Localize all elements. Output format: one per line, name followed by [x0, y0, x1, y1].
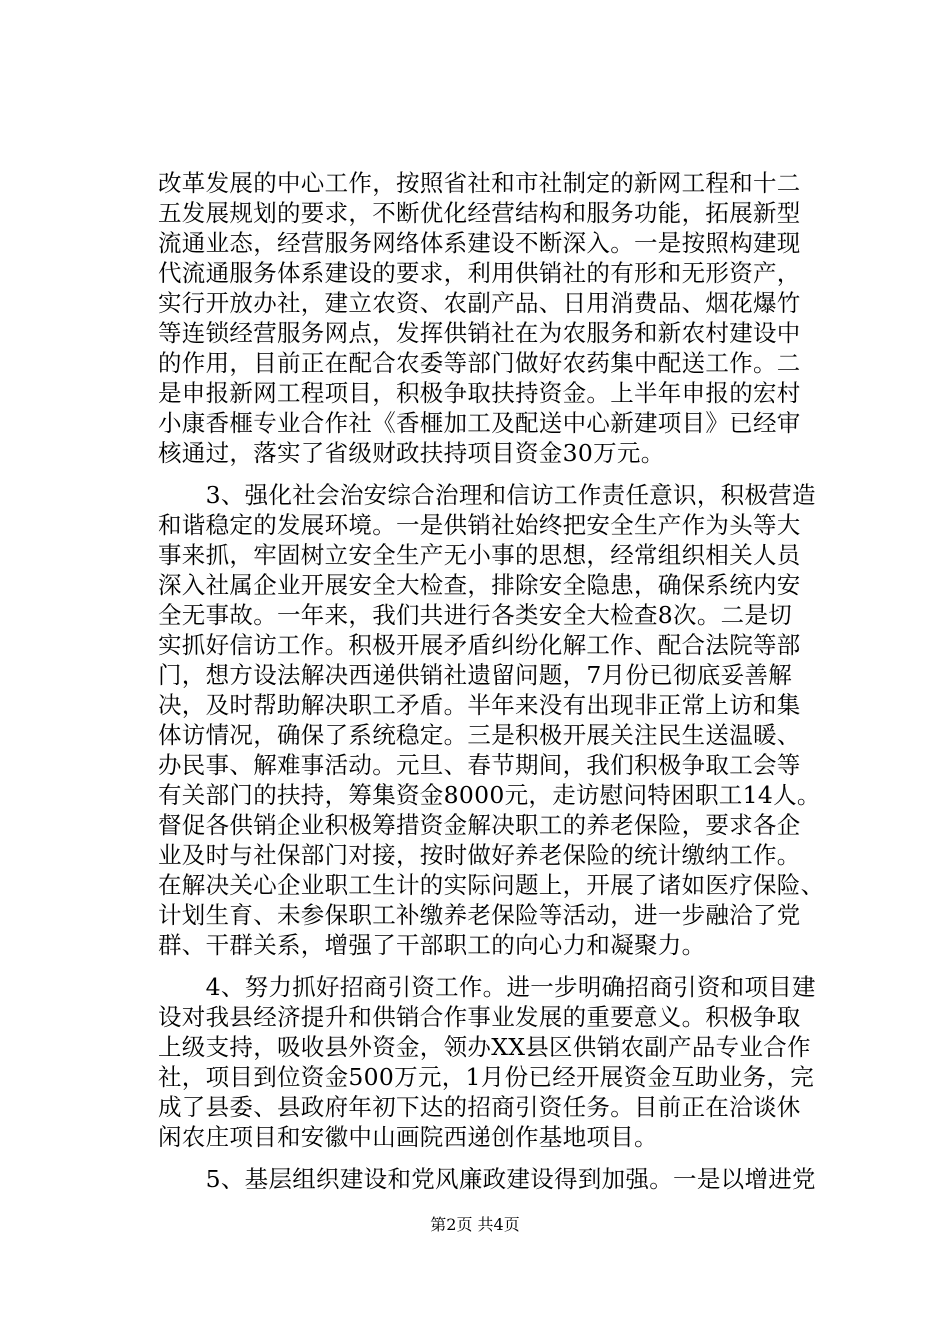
body-line: 3、强化社会治安综合治理和信访工作责任意识，积极营造: [158, 481, 816, 509]
body-line: 督促各供销企业积极筹措资金解决职工的养老保险，要求各企: [158, 811, 801, 839]
body-line: 有关部门的扶持，筹集资金8000元，走访慰问特困职工14人。: [158, 781, 821, 809]
body-line: 4、努力抓好招商引资工作。进一步明确招商引资和项目建: [158, 973, 816, 1001]
body-line: 流通业态，经营服务网络体系建设不断深入。一是按照构建现: [158, 229, 801, 257]
body-line: 的作用，目前正在配合农委等部门做好农药集中配送工作。二: [158, 349, 801, 377]
body-line: 实行开放办社，建立农资、农副产品、日用消费品、烟花爆竹: [158, 289, 801, 317]
body-line: 和谐稳定的发展环境。一是供销社始终把安全生产作为头等大: [158, 511, 801, 539]
body-line: 是申报新网工程项目，积极争取扶持资金。上半年申报的宏村: [158, 379, 801, 407]
body-line: 实抓好信访工作。积极开展矛盾纠纷化解工作、配合法院等部: [158, 631, 801, 659]
body-line: 计划生育、未参保职工补缴养老保险等活动，进一步融洽了党: [158, 901, 801, 929]
body-line: 闲农庄项目和安徽中山画院西递创作基地项目。: [158, 1123, 658, 1151]
body-line: 改革发展的中心工作，按照省社和市社制定的新网工程和十二: [158, 169, 801, 197]
body-line: 代流通服务体系建设的要求，利用供销社的有形和无形资产，: [158, 259, 801, 287]
body-line: 业及时与社保部门对接，按时做好养老保险的统计缴纳工作。: [158, 841, 801, 869]
body-line: 5、基层组织建设和党风廉政建设得到加强。一是以增进党: [158, 1165, 816, 1193]
body-line: 五发展规划的要求，不断优化经营结构和服务功能，拓展新型: [158, 199, 801, 227]
body-line: 上级支持，吸收县外资金，领办XX县区供销农副产品专业合作: [158, 1033, 811, 1061]
body-line: 等连锁经营服务网点，发挥供销社在为农服务和新农村建设中: [158, 319, 801, 347]
page-number-footer: 第2页 共4页: [430, 1215, 520, 1234]
body-line: 事来抓，牢固树立安全生产无小事的思想，经常组织相关人员: [158, 541, 801, 569]
body-line: 群、干群关系，增强了干部职工的向心力和凝聚力。: [158, 931, 706, 959]
body-line: 门，想方设法解决西递供销社遗留问题，7月份已彻底妥善解: [158, 661, 793, 689]
body-line: 全无事故。一年来，我们共进行各类安全大检查8次。二是切: [158, 601, 793, 629]
body-line: 在解决关心企业职工生计的实际问题上，开展了诸如医疗保险、: [158, 871, 825, 899]
body-line: 设对我县经济提升和供销合作事业发展的重要意义。积极争取: [158, 1003, 801, 1031]
body-line: 体访情况，确保了系统稳定。三是积极开展关注民生送温暖、: [158, 721, 801, 749]
body-line: 核通过，落实了省级财政扶持项目资金30万元。: [158, 439, 665, 467]
body-line: 社，项目到位资金500万元，1月份已经开展资金互助业务，完: [158, 1063, 815, 1091]
body-line: 决，及时帮助解决职工矛盾。半年来没有出现非正常上访和集: [158, 691, 801, 719]
body-line: 成了县委、县政府年初下达的招商引资任务。目前正在洽谈休: [158, 1093, 801, 1121]
body-line: 办民事、解难事活动。元旦、春节期间，我们积极争取工会等: [158, 751, 801, 779]
body-line: 小康香榧专业合作社《香榧加工及配送中心新建项目》已经审: [158, 409, 801, 437]
body-line: 深入社属企业开展安全大检查，排除安全隐患，确保系统内安: [158, 571, 801, 599]
